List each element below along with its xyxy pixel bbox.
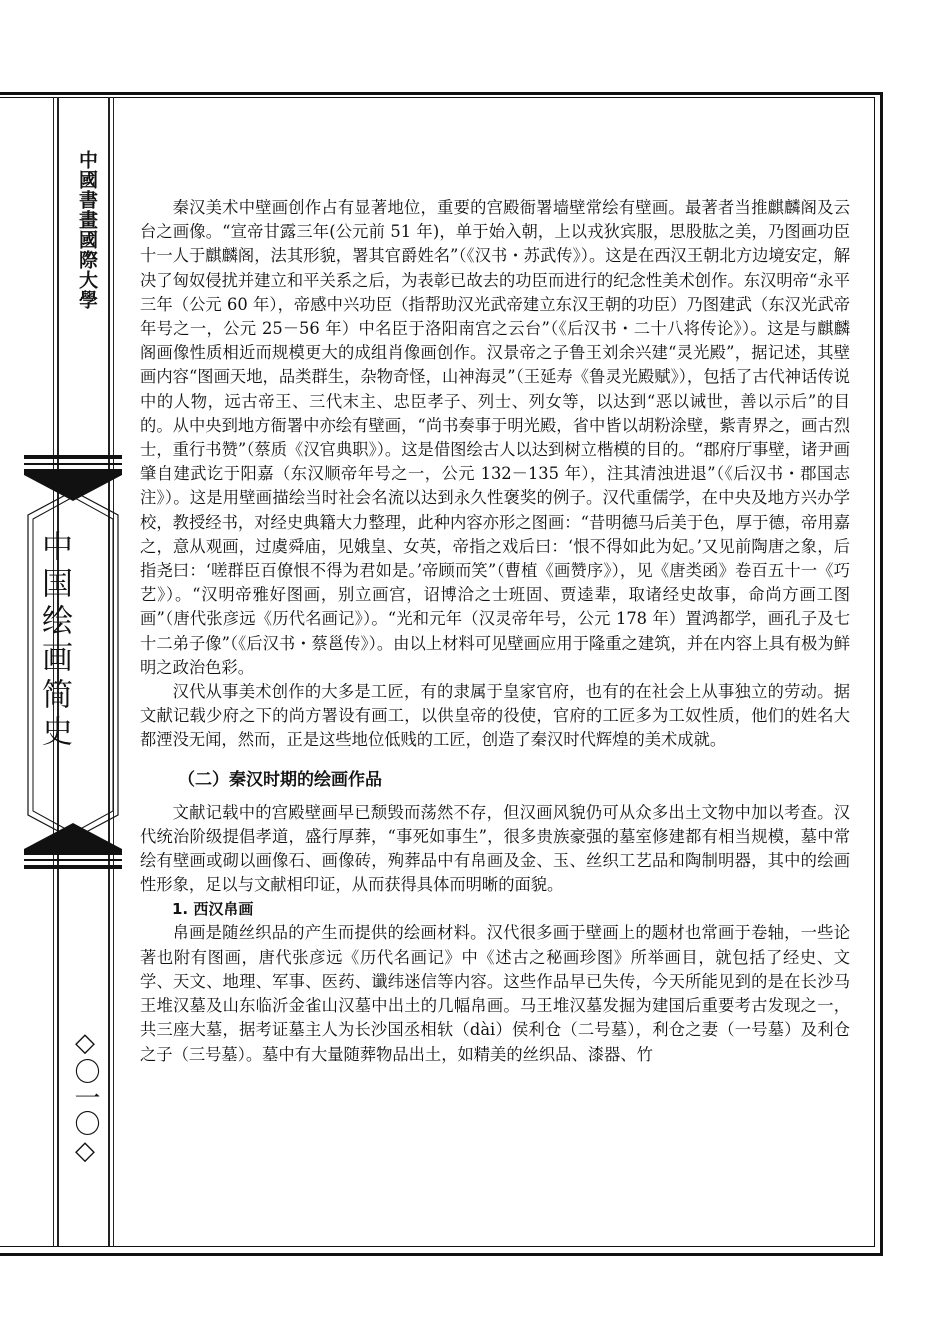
paragraph: 文献记载中的宫殿壁画早已颓毁而荡然不存，但汉画风貌仍可从众多出土文物中加以考查。汉代统治阶级提倡孝道，盛行厚葬，“事死如事生”，很多贵族豪强的墓室修建都有相当规模，墓中常绘有壁画或砌以画像石、画像砖，殉葬品中有帛画及金、玉、丝织工艺品和陶制明器，其中的绘画性形象，足以与文献相印证，从而获得具体而明晰的面貌。 xyxy=(140,802,850,895)
main-content xyxy=(140,196,850,1067)
school-name: 中國書畫國際大學 xyxy=(76,150,98,310)
subsection-heading: 1. 西汉帛画 xyxy=(172,900,254,919)
section-heading: （二）秦汉时期的绘画作品 xyxy=(178,769,382,790)
paragraph: 帛画是随丝织品的产生而提供的绘画材料。汉代很多画于壁画上的题材也常画于卷轴，一些论著也附有图画，唐代张彦远《历代名画记》中《述古之秘画珍图》所举画目，就包括了经史、文学、天文、地理、军事、医药、谶纬迷信等内容。这些作品早已失传，今天所能见到的是在长沙马王堆汉墓及山东临沂金雀山汉墓中出土的几幅帛画。马王堆汉墓发掘为建国后重要考古发现之一，共三座大墓，据考证墓主人为长沙国丞相轪（dài）侯利仓（二号墓），利仓之妻（一号墓）及利仓之子（三号墓）。墓中有大量随葬物品出土，如精美的丝织品、漆器、竹 xyxy=(140,923,850,1064)
book-title: 中国绘画简史 xyxy=(36,530,72,752)
paragraph: 秦汉美术中壁画创作占有显著地位，重要的宫殿衙署墙壁常绘有壁画。最著者当推麒麟阁及云台之画像。“宣帝甘露三年(公元前 51 年)，单于始入朝，上以戎狄宾服，思股肱之美，乃图画功臣十一人于麒麟阁，法其形貌，署其官爵姓名”（《汉书・苏武传》）。这是在西汉王朝北方边境安定，解决了匈奴侵扰并建立和平关系之后，为表彰已故去的功臣而进行的纪念性美术创作。东汉明帝“永平三年（公元 60 年），帝感中兴功臣（指帮助汉光武帝建立东汉王朝的功臣）乃图建武（东汉光武帝年号之一，公元 25－56 年）中名臣于洛阳南宫之云台”（《后汉书・二十八将传论》）。这是与麒麟阁画像性质相近而规模更大的成组肖像画创作。汉景帝之子鲁王刘余兴建“灵光殿”，据记述，其壁画内容“图画天地，品类群生，杂物奇怪，山神海灵”（王延寿《鲁灵光殿赋》），包括了古代神话传说中的人物，远古帝王、三代末主、忠臣孝子、列士、列女等，以达到“恶以诫世，善以示后”的目的。从中央到地方衙署中亦绘有壁画，“尚书奏事于明光殿，省中皆以胡粉涂壁，紫青界之，画古烈士，重行书赞”（蔡质《汉官典职》）。这是借图绘古人以达到树立楷模的目的。“郡府厅事壁，诸尹画肇自建武讫于阳嘉（东汉顺帝年号之一，公元 132－135 年），注其清浊进退”（《后汉书・郡国志注》）。这是用壁画描绘当时社会名流以达到永久性褒奖的例子。汉代重儒学，在中央及地方兴办学校，教授经书，对经史典籍大力整理，此种内容亦形之图画：“昔明德马后美于色，厚于德，帝用嘉之，意从观画，过虞舜庙，见娥皇、女英，帝指之戏后曰：‘恨不得如此为妃。’又见前陶唐之象，后指尧曰：‘嗟群臣百僚恨不得为君如是。’帝顾而笑”（曹植《画赞序》），见《唐类函》卷百五十一《巧艺》）。“汉明帝雅好图画，别立画宫，诏博洽之士班固、贾逵辈，取诸经史故事，命尚方画工图画”（唐代张彦远《历代名画记》）。“光和元年（汉灵帝年号，公元 178 年）置鸿都学，画孔子及七十二弟子像”（《后汉书・蔡邕传》）。由以上材料可见壁画应用于隆重之建筑，并在内容上具有极为鲜明之政治色彩。 xyxy=(140,198,850,677)
page-number: ◇〇一〇◇ xyxy=(70,1028,100,1166)
paragraph: 汉代从事美术创作的大多是工匠，有的隶属于皇家官府，也有的在社会上从事独立的劳动。据文献记载少府之下的尚方署设有画工，以供皇帝的役使，官府的工匠多为工奴性质，他们的姓名大都湮没无闻，然而，正是这些地位低贱的工匠，创造了秦汉时代辉煌的美术成就。 xyxy=(140,682,850,750)
